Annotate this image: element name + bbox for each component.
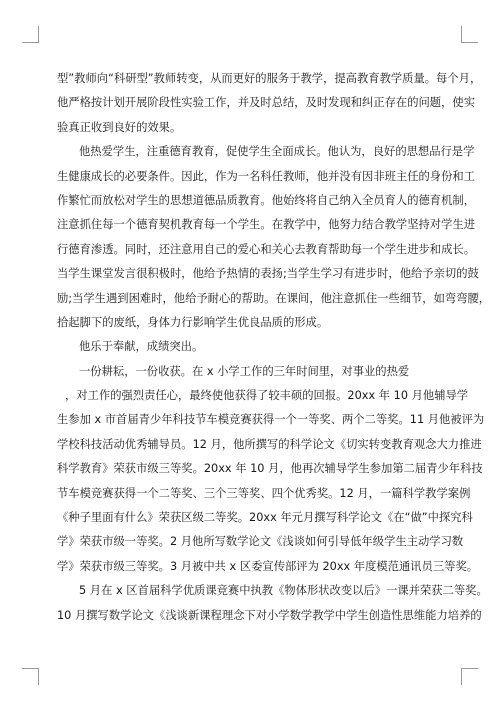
paragraph-line: 验真正收到良好的效果。 [57, 120, 182, 134]
paragraph-line: 他严格按计划开展阶段性实验工作，并及时总结，及时发现和纠正存在的问题，使实 [57, 96, 475, 110]
paragraph-line: 注意抓住每一个德育契机教育每一个学生。在教学中，他努力结合教学坚持对学生进 [57, 218, 475, 232]
paragraph-line: 学》荣获市级三等奖。3 月被中共 x 区委宣传部评为 20xx 年度模范通讯员三等奖。 [57, 559, 479, 573]
paragraph-line: 生参加 x 市首届青少年科技节车模竞赛获得一个一等奖、两个二等奖。11 月他被评为 [57, 413, 485, 427]
paragraph [57, 335, 447, 359]
paragraph-line: 拾起脚下的废纸，身体力行影响学生优良品质的形成。 [57, 315, 329, 329]
paragraph-line: 励;当学生遇到困难时，他给予耐心的帮助。在课间，他注意抓住一些细节，如弯弯腰， [57, 291, 491, 305]
crop-mark-bottom-right [461, 668, 478, 685]
paragraph-line: 他乐于奉献，成绩突出。 [79, 340, 204, 354]
paragraph-line: 行德育渗透。同时，还注意用自己的爱心和关心去教育帮助每一个学生进步和成长。 [57, 242, 475, 256]
paragraph-line: 作繁忙而放松对学生的思想道德品质教育。他始终将自己纳入全员育人的德育机制， [57, 193, 475, 207]
crop-mark-top-right [461, 26, 478, 43]
paragraph [57, 67, 482, 140]
paragraph-line: 当学生课堂发言很积极时，他给予热情的表扬;当学生学习有进步时，他给予亲切的鼓 [57, 267, 479, 281]
paragraph-line: 10 月撰写数学论文《浅谈新课程理念下对小学数学教学中学生创造性思维能力培养的 [57, 608, 482, 622]
paragraph [57, 384, 485, 579]
paragraph [57, 360, 447, 384]
document-body [57, 67, 491, 628]
paragraph-line: 科学教育》荣获市级三等奖。20xx 年 10 月，他再次辅导学生参加第二届青少年科技 [57, 462, 483, 476]
paragraph-line: 学校科技活动优秀辅导员。12 月，他所撰写的科学论文《切实转变教育观念大力推进 [57, 437, 482, 451]
paragraph-line: 型”教师向“科研型”教师转变，从而更好的服务于教学，提高教育教学质量。每个月， [57, 72, 482, 85]
paragraph [57, 140, 491, 335]
crop-mark-bottom-left [22, 668, 39, 685]
paragraph-line: 5 月在 x 区首届科学优质课竞赛中执教《物体形状改变以后》一课并荣获二等奖。 [79, 584, 488, 598]
paragraph [57, 579, 488, 603]
crop-mark-top-left [22, 26, 39, 43]
paragraph [57, 604, 482, 628]
paragraph-line: 他热爱学生，注重德育教育，促使学生全面成长。他认为，良好的思想品行是学 [79, 145, 475, 159]
paragraph-line: 《种子里面有什么》荣获区级二等奖。20xx 年元月撰写科学论文《在“做”中探究科 [57, 511, 473, 525]
paragraph-line: 节车模竞赛获得一个二等奖、三个三等奖、四个优秀奖。12 月，一篇科学教学案例 [57, 486, 471, 500]
paragraph-line: 一份耕耘，一份收获。在 x 小学工作的三年时间里，对事业的热爱 [79, 364, 410, 378]
paragraph-line: 学》荣获市级一等奖。2 月他所写数学论文《浅谈如何引导低年级学生主动学习数 [57, 535, 464, 549]
paragraph-line: ，对工作的强烈责任心，最终使他获得了较丰硕的回报。20xx 年 10 月他辅导学 [65, 389, 469, 403]
paragraph-line: 生健康成长的必要条件。因此，作为一名科任教师，他并没有因非班主任的身份和工 [57, 169, 475, 183]
